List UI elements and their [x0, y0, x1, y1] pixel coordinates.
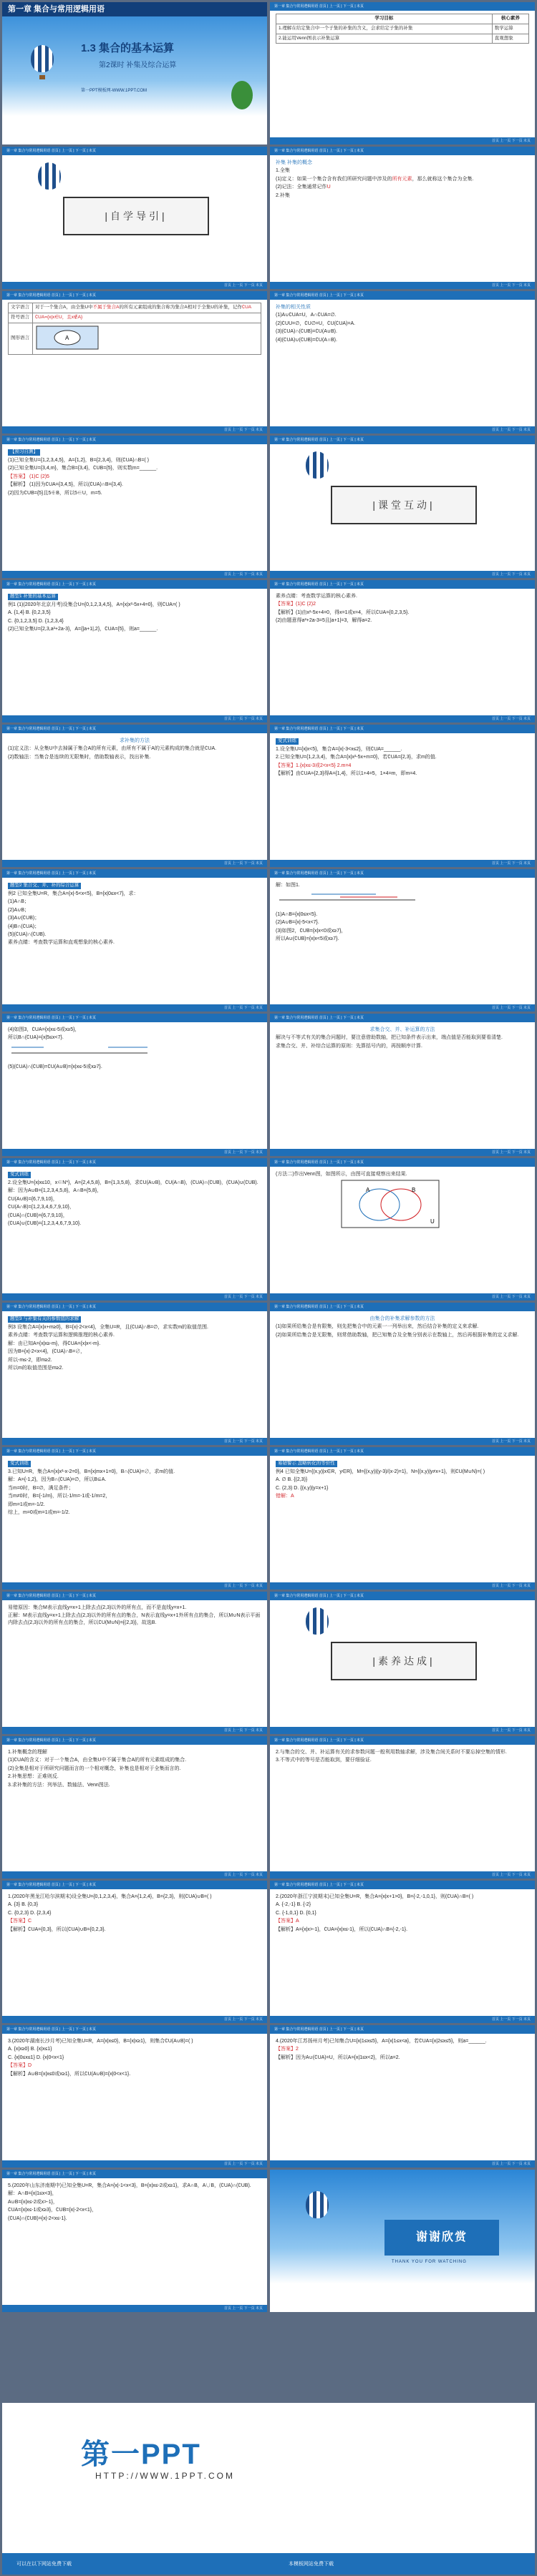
t2sol-l2: (1)A∩B={x|0≤x<5}.: [276, 911, 318, 917]
ex2-ans: 【答案】A: [276, 1919, 299, 1924]
ex4-ans: 【答案】2: [276, 2047, 299, 2052]
ex4-sol: 【解析】因为A∪(∁UA)=U，所以A={x|1≤x<2}，所以a=2.: [276, 2055, 400, 2060]
balloon-icon: [306, 2191, 329, 2218]
error-a: A. ∅ B. {(2,3)}: [276, 1477, 308, 1483]
slide-ex3[interactable]: [2, 2025, 267, 2168]
top-bar: 第一章 集合与常用逻辑用语 首页 | 上一页 | 下一页 | 末页: [2, 1447, 267, 1456]
t2sol-l1: 解：如图1.: [276, 883, 300, 888]
slide-ex4[interactable]: [270, 2025, 535, 2168]
slide-concept[interactable]: [270, 147, 535, 289]
balloon-icon: [31, 45, 54, 72]
row2-head: 符号语言: [9, 313, 33, 323]
goal-1: 1.理解在给定集合中一个子集的补集的含义，会求给定子集的补集: [276, 24, 493, 34]
bottom-bar: 首页 上一页 下一页 末页: [270, 1438, 535, 1445]
type3-l1: 素养点睛：考查数学运算和逻辑推理的核心素养.: [8, 1333, 115, 1338]
method1-l1: (1)定义法：从全集U中去掉属于集合A的所有元素，由所有不属于A的元素构成的集合就是∁UA.: [8, 746, 217, 752]
top-bar: 第一章 集合与常用逻辑用语 首页 | 上一页 | 下一页 | 末页: [2, 580, 267, 589]
row1-head: 文字语言: [9, 303, 33, 313]
type1-title: 题型1 补集的基本运算: [8, 594, 58, 600]
ex3-b: C. {x|0≤x≤1} D. {x|0<x<1}: [8, 2055, 64, 2060]
interact-label: |课堂互动|: [331, 486, 477, 524]
type1-q2: (2)已知全集U={2,3,a²+2a-3}，A={|a+1|,2}，∁UA={5}，则a=______.: [8, 627, 158, 632]
slide-method3[interactable]: [270, 1303, 535, 1445]
t2sol-l5: 所以A∪(∁UB)={x|x<5或x≥7}.: [276, 936, 339, 942]
error-b: C. (2,3) D. {(x,y)|y=x+1}: [276, 1485, 329, 1491]
bottom-bar: 首页 上一页 下一页 末页: [2, 1004, 267, 1012]
practice4-l5: 当m≠0时，B={-1/m}，所以-1/m=-1或-1/m=2，: [8, 1494, 111, 1499]
method2-l2: 求集合交、并、补综合运算的原则：先算括号内的，再按顺序计算.: [276, 1043, 422, 1049]
slide-practice3[interactable]: [2, 1158, 267, 1301]
slide-practice1[interactable]: [2, 436, 267, 578]
error2-l2: 正解：M表示直线y=x+1上除去点(2,3)以外的所有点的集合，N表示直线y=x+1外所有点的集合，所以M∪N表示平面内除去点(2,3)以外的所有点的集合，所以∁U(M∪N)={(2,3)}，故选B.: [8, 1613, 261, 1625]
slide-cover[interactable]: [2, 2, 267, 145]
slide-ex2[interactable]: [270, 1881, 535, 2023]
top-bar: 第一章 集合与常用逻辑用语 首页 | 上一页 | 下一页 | 末页: [270, 1447, 535, 1456]
slide-type1-sol[interactable]: [270, 580, 535, 723]
slide-summary2[interactable]: [270, 1736, 535, 1879]
props-title: 补集的相关性质: [276, 305, 311, 310]
ex5-l3: A∪B={x|x≤-2或x>-1}，: [8, 2199, 58, 2205]
core-1: 数学运算: [492, 24, 528, 34]
end-url[interactable]: HTTP://WWW.1PPT.COM: [95, 2471, 235, 2481]
top-bar: 第一章 集合与常用逻辑用语 首页 | 上一页 | 下一页 | 末页: [270, 1014, 535, 1022]
guide-label: |自学导引|: [63, 197, 209, 235]
summary2-l1: 2.与集合的交、并、补运算有关的求参数问题一般利用数轴求解，涉及集合间关系时不要忘掉空集的情形.: [276, 1750, 507, 1755]
top-bar: 第一章 集合与常用逻辑用语 首页 | 上一页 | 下一页 | 末页: [270, 1881, 535, 1889]
bottom-bar: 首页 上一页 下一页 末页: [270, 2016, 535, 2023]
practice1-q2: (2)已知全集U={3,4,m}，集合B={3,4}，∁UB={5}，则实数m=______.: [8, 466, 158, 471]
type3-title: 题型3 与补集有关的参数值的求解: [8, 1316, 81, 1323]
method3-title: 由集合的补集求解参数的方法: [369, 1316, 435, 1321]
section-title: 1.3 集合的基本运算: [81, 42, 175, 54]
top-bar: 第一章 集合与常用逻辑用语 首页 | 上一页 | 下一页 | 末页: [2, 2025, 267, 2034]
top-bar: 第一章 集合与常用逻辑用语 首页 | 上一页 | 下一页 | 末页: [270, 1736, 535, 1745]
practice1-q1: (1)已知全集U={1,2,3,4,5}，A={1,2}，B={2,3,4}，则(∁UA)∩B=( ): [8, 457, 150, 463]
concept-p1: 1.全集: [276, 168, 290, 174]
top-bar: 第一章 集合与常用逻辑用语 首页 | 上一页 | 下一页 | 末页: [270, 1158, 535, 1167]
ex1-ans: 【答案】C: [8, 1919, 32, 1924]
end-logo-panel: [2, 2403, 535, 2575]
type3-l4: 所以-m≤-2，即m≥2.: [8, 1357, 52, 1363]
chapter-title: 第一章 集合与常用逻辑用语: [2, 2, 267, 16]
concept-p3: (2)记法：全集通常记作: [276, 185, 327, 190]
bottom-bar: 首页 上一页 下一页 末页: [2, 1293, 267, 1301]
practice4-l3: 解：A={-1,2}，因为B∩(∁UA)=∅，所以B⊆A.: [8, 1477, 107, 1483]
type2-q: 例2 已知全集U=R，集合A={x|-5<x<5}，B={x|0≤x<7}，求：: [8, 891, 139, 896]
goal-2: 2.能运用Venn图表示补集运算: [276, 34, 493, 44]
lesson-title: 第2课时 补集及综合运算: [99, 62, 177, 69]
bottom-bar: 首页 上一页 下一页 末页: [270, 426, 535, 434]
ex1-sol: 【解析】∁UA={0,3}，所以(∁UA)∪B={0,2,3}.: [8, 1926, 106, 1932]
bottom-bar: 首页 上一页 下一页 末页: [2, 2160, 267, 2168]
slide-method1[interactable]: [2, 725, 267, 867]
slide-props[interactable]: [270, 291, 535, 434]
top-bar: 第一章 集合与常用逻辑用语 首页 | 上一页 | 下一页 | 末页: [270, 291, 535, 300]
practice4-tag: 变式训练: [8, 1461, 31, 1467]
type2-l5: (5)(∁UA)∩(∁UB).: [8, 931, 47, 937]
slide-interact[interactable]: [270, 436, 535, 578]
slide-goals[interactable]: [270, 2, 535, 145]
top-bar: 第一章 集合与常用逻辑用语 首页 | 上一页 | 下一页 | 末页: [2, 725, 267, 733]
props-l2: (2)∁UU=∅，∁U∅=U，∁U(∁UA)=A.: [276, 320, 356, 326]
venn-label-u: U: [430, 1218, 435, 1225]
bottom-bar: 首页 上一页 下一页 末页: [270, 137, 535, 145]
top-bar: 第一章 集合与常用逻辑用语 首页 | 上一页 | 下一页 | 末页: [270, 2, 535, 11]
venn-a-label: A: [65, 334, 69, 341]
bottom-bar: 首页 上一页 下一页 末页: [270, 1004, 535, 1012]
props-l4: (4)(∁UA)∪(∁UB)=∁U(A∩B).: [276, 337, 337, 343]
top-bar: 第一章 集合与常用逻辑用语 首页 | 上一页 | 下一页 | 末页: [270, 1303, 535, 1311]
slide-practice2[interactable]: [270, 725, 535, 867]
slide-complement-table[interactable]: [2, 291, 267, 434]
top-bar: 第一章 集合与常用逻辑用语 首页 | 上一页 | 下一页 | 末页: [2, 1881, 267, 1889]
ex3-a: A. {x|x≥0} B. {x|x≤1}: [8, 2047, 52, 2052]
ex3-ans: 【答案】D: [8, 2063, 32, 2069]
slide-ex1[interactable]: [2, 1881, 267, 2023]
top-bar: 第一章 集合与常用逻辑用语 首页 | 上一页 | 下一页 | 末页: [2, 147, 267, 155]
t1sol-l1: 素养点睛：考查数学运算的核心素养.: [276, 594, 357, 599]
practice2-l2: 1.设全集U={x|x<5}，集合A={x|-3<x≤2}，则∁UA=______.: [276, 746, 402, 752]
type2-title: 题型2 集合交、并、补的综合运算: [8, 883, 81, 889]
end-brand: 第一PPT: [81, 2439, 201, 2470]
practice4-l4: 当m=0时，B=∅，满足条件；: [8, 1485, 74, 1491]
bottom-bar: 首页 上一页 下一页 末页: [2, 1582, 267, 1590]
bottom-bar: 首页 上一页 下一页 末页: [270, 2160, 535, 2168]
practice4-l6: 即m=1或m=-1/2.: [8, 1502, 45, 1507]
concept-title: 补集 补集的概念: [276, 160, 312, 165]
props-l3: (3)(∁UA)∩(∁UB)=∁U(A∪B).: [276, 329, 337, 335]
type3-l2: 解：由已知A={x|x≥-m}，得∁UA={x|x<-m}.: [8, 1341, 101, 1346]
practice1-ans: 【答案】 (1)C (2)5: [8, 474, 49, 479]
bottom-bar: 首页 上一页 下一页 末页: [270, 1149, 535, 1156]
top-bar: 第一章 集合与常用逻辑用语 首页 | 上一页 | 下一页 | 末页: [2, 869, 267, 878]
thanks-en: THANK YOU FOR WATCHING: [392, 2260, 467, 2264]
bottom-bar: 首页 上一页 下一页 末页: [2, 715, 267, 723]
ex1-b: C. {0,2,3} D. {2,3,4}: [8, 1910, 52, 1916]
slide-type2[interactable]: [2, 869, 267, 1012]
bottom-bar: 首页 上一页 下一页 末页: [2, 282, 267, 289]
slide-error2[interactable]: [2, 1592, 267, 1734]
t1sol-l3: 【解析】(1)由x²-5x+4=0，得x=1或x=4，所以∁UA={0,2,3,5}.: [276, 609, 410, 615]
error-title: 易错警示 忽略转化的等价性: [276, 1461, 337, 1467]
method3-l2: (2)如果所给集合是无限集，则常借助数轴，把已知集合及全集分别表示在数轴上，然后再根据补集的定义求解.: [276, 1332, 519, 1338]
top-bar: 第一章 集合与常用逻辑用语 首页 | 上一页 | 下一页 | 末页: [2, 436, 267, 444]
ex2-b: C. {-1,0,1} D. {0,1}: [276, 1910, 316, 1916]
slide-ex5[interactable]: [2, 2170, 267, 2312]
balloon-icon: [306, 1607, 329, 1635]
slide-type1[interactable]: [2, 580, 267, 723]
bottom-bar: 首页 上一页 下一页 末页: [2, 571, 267, 578]
slide-method2[interactable]: [270, 1014, 535, 1156]
balloon-icon: [38, 162, 61, 190]
top-bar: 第一章 集合与常用逻辑用语 首页 | 上一页 | 下一页 | 末页: [270, 147, 535, 155]
bottom-bar: 首页 上一页 下一页 末页: [2, 426, 267, 434]
ex5-l4: ∁UA={x|x≤-1或x≥3}，∁UB={x|-2<x<1}，: [8, 2208, 97, 2213]
top-bar: 第一章 集合与常用逻辑用语 首页 | 上一页 | 下一页 | 末页: [270, 2025, 535, 2034]
top-bar: 第一章 集合与常用逻辑用语 首页 | 上一页 | 下一页 | 末页: [2, 1736, 267, 1745]
t2sol2-l1: (4)如图3，∁UA={x|x≤-5或x≥5}，: [8, 1027, 80, 1032]
slide-venn[interactable]: [270, 1158, 535, 1301]
t2sol2-l3: (5)(∁UA)∩(∁UB)=∁U(A∪B)={x|x≤-5或x≥7}.: [8, 1064, 102, 1070]
row2-text: ∁UA={x|x∈U，且x∉A}: [33, 313, 261, 323]
concept-p2-red: 所有元素: [392, 176, 412, 182]
bottom-bar: 首页 上一页 下一页 末页: [270, 715, 535, 723]
method1-title: 求补集的方法: [120, 738, 150, 743]
t2sol2-l2: 所以B∩(∁UA)={x|5≤x<7}.: [8, 1035, 64, 1041]
top-bar: 第一章 集合与常用逻辑用语 首页 | 上一页 | 下一页 | 末页: [270, 580, 535, 589]
basket-icon: [39, 75, 45, 79]
row3-head: 图形语言: [9, 323, 33, 355]
practice3-l7: (∁UA)∪(∁UB)={1,2,3,4,6,7,9,10}.: [8, 1220, 82, 1226]
bottom-bar: 首页 上一页 下一页 末页: [2, 1727, 267, 1734]
goals-h2: 核心素养: [492, 14, 528, 24]
ex2-a: A. {-2,-1} B. {-2}: [276, 1902, 311, 1908]
summary-l3: (2)全集是相对于所研究问题而言的一个相对概念，补集也是相对于全集而言的.: [8, 1766, 181, 1771]
method3-l1: (1)如果所给集合是有限集，则先把集合中的元素一一列举出来，然后结合补集的定义来求解.: [276, 1324, 479, 1330]
bottom-bar: 首页 上一页 下一页 末页: [2, 1149, 267, 1156]
bottom-bar: 首页 上一页 下一页 末页: [2, 860, 267, 867]
bottom-bar: 首页 上一页 下一页 末页: [2, 2016, 267, 2023]
row1-tail: 的所有元素组成的集合称为集合A相对于全集U的补集，记作: [119, 305, 242, 310]
ex5-l2: 解：A∩B={x|1≤x<3}，: [8, 2191, 57, 2197]
slide-type3[interactable]: [2, 1303, 267, 1445]
summary-l4: 2.补集思想：正难则反.: [8, 1774, 59, 1780]
number-line-figure-3: [8, 1043, 151, 1060]
ex1-a: A. {3} B. {0,3}: [8, 1902, 39, 1908]
bottom-bar: 首页 上一页 下一页 末页: [270, 282, 535, 289]
type3-l3: 因为B={x|-2<x<4}，(∁UA)∩B=∅，: [8, 1349, 86, 1355]
practice4-l7: 综上，m=0或m=1或m=-1/2.: [8, 1509, 70, 1515]
top-bar: 第一章 集合与常用逻辑用语 首页 | 上一页 | 下一页 | 末页: [270, 436, 535, 444]
type2-l6: 素养点睛：考查数学运算和直观想象的核心素养.: [8, 940, 115, 946]
ex5-l5: (∁UA)∩(∁UB)={x|-2<x≤-1}.: [8, 2215, 67, 2221]
practice3-tag: 变式训练: [8, 1172, 31, 1178]
practice1-sol2: (2)因为∁UB={5}且5∉B，所以5∈U，m=5.: [8, 490, 102, 496]
practice2-tag: 变式训练: [276, 738, 299, 745]
ex2-sol: 【解析】A={x|x>-1}，∁UA={x|x≤-1}，所以(∁UA)∩B={-2,-1}.: [276, 1926, 408, 1932]
bottom-bar: 首页 上一页 下一页 末页: [270, 1293, 535, 1301]
type2-l2: (2)A∪B；: [8, 907, 30, 913]
slide-thanks[interactable]: [270, 2170, 535, 2312]
bottom-bar: 首页 上一页 下一页 末页: [270, 860, 535, 867]
practice-tag: 【预习自测】: [8, 449, 40, 456]
ex3-sol: 【解析】A∪B={x|x≤0或x≥1}，所以∁U(A∪B)={x|0<x<1}.: [8, 2071, 131, 2077]
goals-table: [276, 14, 529, 44]
practice2-l5: 【解析】由∁UA={2,3}得A={1,4}，所以1+4=5，1×4=m，即m=4.: [276, 771, 417, 777]
ex5-l1: 5.(2020年山东济南期中)已知全集U=R，集合A={x|-1<x<3}，B={x|x≤-2或x≥1}，求A∩B，A∪B，(∁UA)∩(∁UB).: [8, 2183, 251, 2188]
error-q: 例4 已知全集U={(x,y)|x∈R，y∈R}，M={(x,y)|(y-3)/(x-2)=1}，N={(x,y)|y≠x+1}，则∁U(M∪N)=( ): [276, 1469, 485, 1474]
practice3-l4: ∁U(A∪B)={6,7,9,10}，: [8, 1196, 58, 1202]
brand-text: 第一PPT模板网-WWW.1PPT.COM: [81, 89, 147, 93]
thanks-text: 谢谢欣赏: [384, 2220, 499, 2256]
practice4-l2: 3.已知U=R，集合A={x|x²-x-2=0}，B={x|mx+1=0}，B∩(∁UA)=∅，求m的值.: [8, 1469, 175, 1474]
venn-complement-figure: [35, 325, 100, 351]
venn-l1: (方法二)作出Venn图，如图所示，由图可直接观察出来结果.: [276, 1172, 407, 1177]
bottom-bar: 首页 上一页 下一页 末页: [270, 571, 535, 578]
top-bar: 第一章 集合与常用逻辑用语 首页 | 上一页 | 下一页 | 末页: [2, 1158, 267, 1167]
top-bar: 第一章 集合与常用逻辑用语 首页 | 上一页 | 下一页 | 末页: [2, 291, 267, 300]
type1-b: C. {0,1,2,3,5} D. {1,2,3,4}: [8, 618, 64, 624]
type2-l1: (1)A∩B；: [8, 899, 29, 905]
bottom-bar: 首页 上一页 下一页 末页: [2, 2305, 267, 2312]
slide-guide[interactable]: [2, 147, 267, 289]
summary2-l2: 3.不等式中的等号是否能取到，要仔细验证.: [276, 1758, 372, 1763]
bottom-bar: 首页 上一页 下一页 末页: [270, 1727, 535, 1734]
balloon-icon: [306, 451, 329, 479]
venn-label-b: B: [412, 1187, 416, 1194]
t1sol-l2: 【答案】(1)C (2)2: [276, 602, 316, 607]
top-bar: 第一章 集合与常用逻辑用语 首页 | 上一页 | 下一页 | 末页: [270, 725, 535, 733]
slide-type2-sol[interactable]: [270, 869, 535, 1012]
ex2-l1: 2.(2020年浙江宁波期末)已知全集U=R，集合A={x|x+1>0}，B={-2,-1,0,1}，则(∁UA)∩B=( ): [276, 1894, 474, 1899]
t2sol-l4: (3)如图2，∁UB={x|x<0或x≥7}，: [276, 928, 347, 934]
top-bar: 第一章 集合与常用逻辑用语 首页 | 上一页 | 下一页 | 末页: [2, 2170, 267, 2178]
top-bar: 第一章 集合与常用逻辑用语 首页 | 上一页 | 下一页 | 末页: [270, 1592, 535, 1600]
ex3-l1: 3.(2020年湖南长沙月考)已知全集U=R，A={x|x≤0}，B={x|x≥1}，则集合∁U(A∪B)=( ): [8, 2039, 193, 2044]
top-bar: 第一章 集合与常用逻辑用语 首页 | 上一页 | 下一页 | 末页: [2, 1303, 267, 1311]
venn-label-a: A: [366, 1187, 370, 1194]
slide-practice4[interactable]: [2, 1447, 267, 1590]
practice3-l2: 2.设全集U={x|x≤10，x∈N*}，A={2,4,5,8}，B={1,3,5,8}，求∁U(A∪B)，∁U(A∩B)，(∁UA)∩(∁UB)，(∁UA)∪(∁UB).: [8, 1180, 258, 1185]
summary-l2: (1)∁UA的含义：对于一个集合A，由全集U中不属于集合A的所有元素组成的集合.: [8, 1758, 187, 1763]
props-l1: (1)A∪∁UA=U，A∩∁UA=∅.: [276, 313, 337, 318]
tree-icon: [231, 81, 253, 109]
error2-l1: 易错原因：集合M表示直线y=x+1上除去点(2,3)以外的所有点，而不是直线y=x+1.: [8, 1605, 187, 1610]
top-bar: 第一章 集合与常用逻辑用语 首页 | 上一页 | 下一页 | 末页: [2, 1592, 267, 1600]
ex1-l1: 1.(2020年黑龙江哈尔滨期末)设全集U={0,1,2,3,4}，集合A={1,2,4}，B={2,3}，则(∁UA)∪B=( ): [8, 1894, 212, 1899]
achieve-label: |素养达成|: [331, 1642, 477, 1680]
core-2: 直观想象: [492, 34, 528, 44]
t2sol-l3: (2)A∪B={x|-5<x<7}.: [276, 920, 319, 926]
type1-a: A. {1,4} B. {0,2,3,5}: [8, 610, 51, 616]
complement-table: [8, 303, 261, 355]
bottom-bar: 首页 上一页 下一页 末页: [270, 1582, 535, 1590]
practice3-l5: ∁U(A∩B)={1,2,3,4,6,7,9,10}，: [8, 1205, 74, 1210]
number-line-figure-1: [276, 890, 419, 907]
row1-text: 对于一个集合A，由全集U中: [35, 305, 93, 310]
venn-diagram: [340, 1179, 440, 1229]
type1-q: 例1 (1)(2020年北京月考)设集合U={0,1,2,3,4,5}，A={x|x²-5x+4=0}，则∁UA=( ): [8, 602, 180, 607]
slide-achieve[interactable]: [270, 1592, 535, 1734]
type2-l3: (3)A∪(∁UB)；: [8, 916, 40, 921]
practice3-l3: 解：因为A∪B={1,2,3,4,5,8}，A∩B={5,8}，: [8, 1188, 102, 1194]
row1-sym: ∁UA: [241, 305, 252, 310]
slide-summary[interactable]: [2, 1736, 267, 1879]
slide-type2-sol2[interactable]: [2, 1014, 267, 1156]
type2-l4: (4)B∩(∁UA)；: [8, 924, 40, 929]
bottom-bar: 首页 上一页 下一页 末页: [2, 1871, 267, 1879]
method2-l1: 解决与不等式有关的集合问题时，要注意借助数轴，把已知条件表示出来，端点值是否能取到要看清楚.: [276, 1035, 503, 1041]
end-foot-1: 可以在以下网站免费下载: [16, 2562, 72, 2567]
summary-l1: 1.补集概念的理解: [8, 1750, 47, 1755]
top-bar: 第一章 集合与常用逻辑用语 首页 | 上一页 | 下一页 | 末页: [2, 1014, 267, 1022]
bottom-bar: 首页 上一页 下一页 末页: [270, 1871, 535, 1879]
goals-h1: 学习目标: [276, 14, 493, 24]
type3-q: 例3 设集合A={x|x+m≥0}，B={x|-2<x<4}，全集U=R，且(∁UA)∩B=∅，求实数m的取值范围.: [8, 1324, 208, 1330]
method2-title: 求集合交、并、补运算的方法: [369, 1027, 435, 1032]
practice2-l4: 【答案】1.{x|x≤-3或2<x<5} 2.m=4: [276, 763, 352, 768]
end-footer: [2, 2553, 535, 2575]
method1-l2: (2)数轴法：当集合是连续的无限集时，借助数轴表示，找出补集.: [8, 754, 151, 760]
slide-error[interactable]: [270, 1447, 535, 1590]
concept-p2-tail: ，那么就称这个集合为全集.: [412, 176, 474, 182]
bottom-bar: 首页 上一页 下一页 末页: [2, 1438, 267, 1445]
ex4-l1: 4.(2020年江苏扬州月考)已知集合U={x|1≤x≤5}，A={x|1≤x<a}，若∁UA={x|2≤x≤5}，则a=______.: [276, 2039, 487, 2044]
concept-p4: 2.补集: [276, 192, 290, 198]
practice3-l6: (∁UA)∩(∁UB)={6,7,9,10}，: [8, 1213, 68, 1218]
row1-red: 不属于集合A: [92, 305, 120, 310]
end-foot-2: 本模板网站免费下载: [289, 2562, 334, 2567]
summary-l5: 3.求补集的方法：列举法、数轴法、Venn图法.: [8, 1782, 110, 1788]
practice2-l3: 2.已知全集U={1,2,3,4}，集合A={x|x²-5x+m=0}，若∁UA={2,3}，求m的值.: [276, 755, 437, 760]
type3-l5: 所以m的取值范围是m≥2.: [8, 1365, 64, 1371]
concept-p3-red: U: [326, 185, 331, 190]
error-ans: 错解：A: [276, 1494, 294, 1499]
practice1-sol1: 【解析】 (1)因为∁UA={3,4,5}，所以(∁UA)∩B={3,4}.: [8, 482, 123, 488]
top-bar: 第一章 集合与常用逻辑用语 首页 | 上一页 | 下一页 | 末页: [270, 869, 535, 878]
t1sol-l4: (2)由题意得a²+2a-3=5且|a+1|=3，解得a=2.: [276, 618, 372, 624]
concept-p2: (1)定义：如果一个集合含有我们所研究问题中涉及的: [276, 176, 392, 182]
